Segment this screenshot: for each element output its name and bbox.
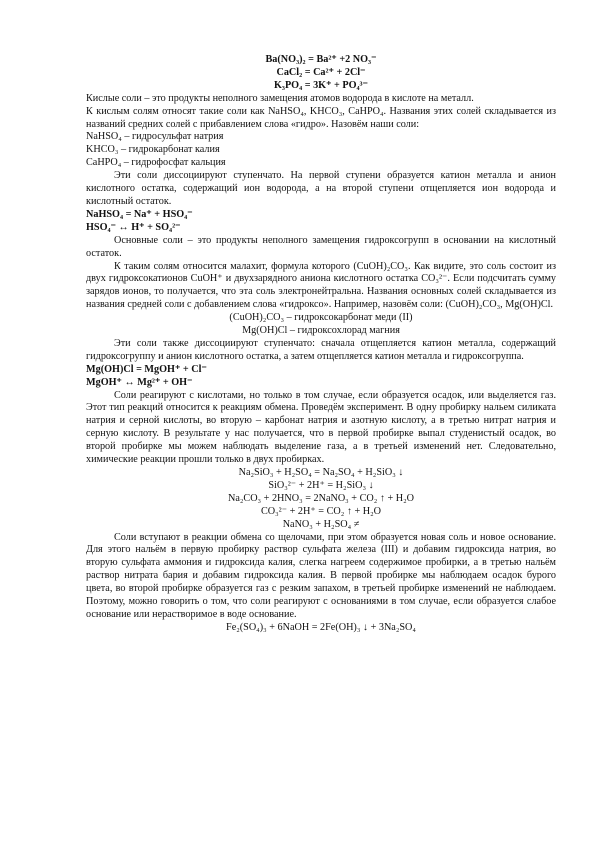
text-line: HSO₄⁻ ↔ H⁺ + SO₄²⁻ xyxy=(86,221,181,233)
text-line: Соли вступают в реакции обмена со щелочами, при этом образуется новая соль и новое основание. Для этого нальём в первую пробирку раствор сульфата железа (III) и добавим гидроксида натрия, во вторую сульфата аммония и гидроксида калия, слегка нагреем содержимое пробирки, а в третью нальём раствор нитрата бария и добавим гидроксида калия. В первой пробирке мы наблюдаем осадок бурого цвета, во второй пробирке образуется газ с резким запахом, в третьей пробирке изменений не наблюдаем. Поэтому, можно говорить о том, что соли реагируют с основаниями в том случае, если образуется слабое основание или нерастворимое в воде основание. xyxy=(86,531,556,620)
text-line: MgOH⁺ ↔ Mg²⁺ + OH⁻ xyxy=(86,376,193,388)
document-page xyxy=(86,54,556,635)
text-line: Соли реагируют с кислотами, но только в том случае, если образуется осадок, или выделяется газ. Этот тип реакций относится к реакциям обмена. Проведём эксперимент. В одну пробирку нальем силиката натрия и серной кислоты, во вторую – карбонат натрия и азотную кислоту, а в третью нитрат натрия и серную кислоту. В результате у нас получается, что в первой пробирке выпал студенистый осадок, во второй пробирке мы можем наблюдать выделение газа, а в третьей изменений нет. Следовательно, химические реакции прошли только в двух пробирках. xyxy=(86,389,556,466)
text-line: NaHSO₄ = Na⁺ + HSO₄⁻ xyxy=(86,208,193,220)
text-line: К таким солям относится малахит, формула которого (CuOH)₂CO₃. Как видите, это соль состоит из двух гидроксокатионов CuOH⁺ и двухзарядного аниона кислотного остатка CO₃²⁻. Если подсчитать сумму зарядов ионов, то получается, что эта соль электронейтральна. Названия основных солей складывается из названия средней соли с добавлением слова «гидроксо». Например, назовём соли: (CuOH)₂CO₃, Mg(OH)Cl. xyxy=(86,260,556,311)
text-line: KHCO₃ – гидрокарбонат калия xyxy=(86,144,220,156)
text-line: Mg(OH)Cl – гидроксохлорад магния xyxy=(242,325,400,337)
text-line: Основные соли – это продукты неполного замещения гидроксогрупп в основании на кислотный остаток. xyxy=(86,234,556,259)
text-line: K₃PO₄ = 3K⁺ + PO₄³⁻ xyxy=(273,79,368,91)
text-line: Эти соли также диссоциируют ступенчато: сначала отщепляется катион металла, содержащий гидроксогруппу и анион кислотного остатка, а затем отщепляется катион металла и гидроксогруппа. xyxy=(86,337,556,362)
text-line: CaCl₂ = Ca²⁺ + 2Cl⁻ xyxy=(276,66,366,78)
text-line: CaHPO₄ – гидрофосфат кальция xyxy=(86,157,226,169)
text-line: К кислым солям относят такие соли как NaHSO₄, KHCO₃, CaHPO₄. Названия этих солей складывается из названий средних солей с прибавлением слова «гидро». Назовём наши соли: xyxy=(86,105,556,130)
text-line: Mg(OH)Cl = MgOH⁺ + Cl⁻ xyxy=(86,363,207,375)
text-line: Кислые соли – это продукты неполного замещения атомов водорода в кислоте на металл. xyxy=(86,92,474,104)
text-line: Ba(NO₃)₂ = Ba²⁺ +2 NO₃⁻ xyxy=(265,54,377,65)
text-line: NaNO₃ + H₂SO₄ ≠ xyxy=(282,518,360,530)
text-line: Na₂CO₃ + 2HNO₃ = 2NaNO₃ + CO₂ ↑ + H₂O xyxy=(227,492,415,504)
text-line: (CuOH)₂CO₃ – гидроксокарбонат меди (II) xyxy=(229,312,413,324)
text-line: Na₂SiO₃ + H₂SO₄ = Na₂SO₄ + H₂SiO₃ ↓ xyxy=(238,467,404,478)
text-line: CO₃²⁻ + 2H⁺ = CO₂ ↑ + H₂O xyxy=(260,505,382,517)
text-line: SiO₃²⁻ + 2H⁺ = H₂SiO₃ ↓ xyxy=(268,479,374,491)
text-line: NaHSO₄ – гидросульфат натрия xyxy=(86,131,224,143)
text-line: Эти соли диссоциируют ступенчато. На первой ступени образуется катион металла и анион кислотного остатка, содержащий ион водорода, а на второй ступени отщепляется ион водорода и кислотный остаток. xyxy=(86,170,556,207)
text-line: Fe₂(SO₄)₃ + 6NaOH = 2Fe(OH)₃ ↓ + 3Na₂SO₄ xyxy=(226,621,416,633)
